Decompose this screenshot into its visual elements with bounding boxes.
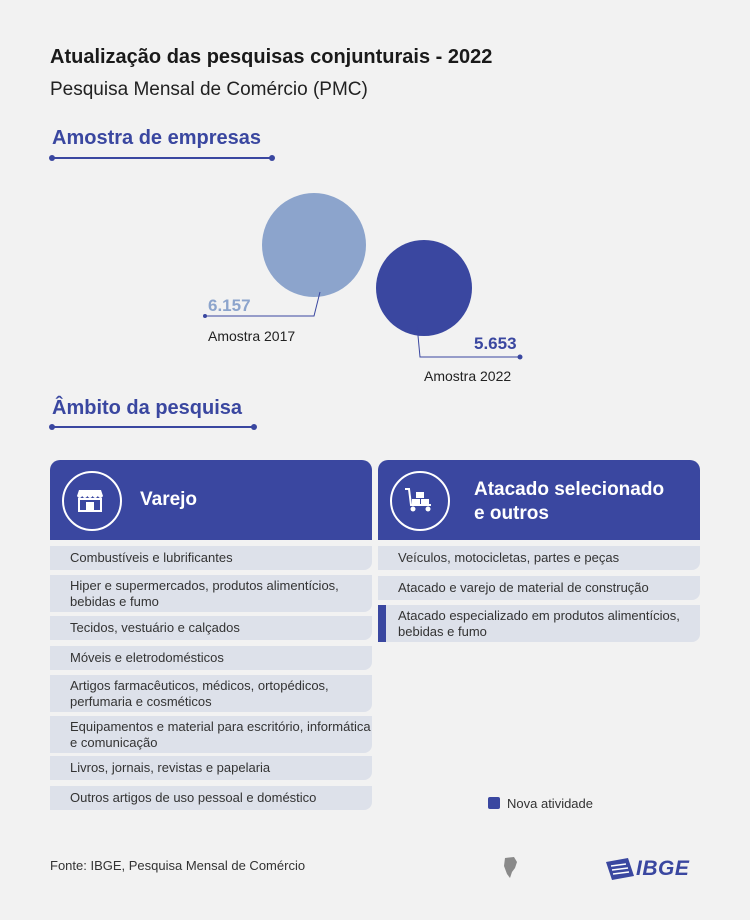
source-note: Fonte: IBGE, Pesquisa Mensal de Comércio [50,858,306,873]
varejo-row: Móveis e eletrodomésticos [50,646,372,670]
sample-2017-value: 6.157 [208,296,251,315]
varejo-row: Equipamentos e material para escritório, informática e comunicação [50,716,372,753]
atacado-card-title-line2: e outros [474,503,549,524]
atacado-card-title-line1: Atacado selecionado [474,479,665,500]
ibge-mark-icon [606,858,634,880]
legend-swatch [488,797,500,809]
atacado-card-header [378,460,700,540]
varejo-row: Hiper e supermercados, produtos alimentícios, bebidas e fumo [50,575,372,612]
scope-section-title: Âmbito da pesquisa [52,397,243,419]
ibge-logo [606,856,702,882]
sample-section-title: Amostra de empresas [52,127,261,149]
page-subtitle: Pesquisa Mensal de Comércio (PMC) [50,79,368,100]
varejo-row: Livros, jornais, revistas e papelaria [50,756,372,780]
legend-label: Nova atividade [507,796,593,811]
page-title: Atualização das pesquisas conjunturais - 2022 [50,46,493,68]
sample-2022-value: 5.653 [474,334,517,353]
varejo-row: Artigos farmacêuticos, médicos, ortopédicos, perfumaria e cosméticos [50,675,372,712]
storefront-icon [62,471,122,531]
sample-2022-label: Amostra 2022 [424,368,512,384]
varejo-card-title: Varejo [140,489,198,510]
sample-2017-label: Amostra 2017 [208,328,296,344]
varejo-row: Tecidos, vestuário e calçados [50,616,372,640]
brazil-map-icon [502,856,518,880]
agencia-ibge-logo [502,855,598,881]
atacado-row-new-activity: Atacado especializado em produtos alimentícios, bebidas e fumo [378,605,700,642]
atacado-row: Veículos, motocicletas, partes e peças [378,546,700,570]
atacado-row: Atacado e varejo de material de construção [378,576,700,600]
varejo-row: Combustíveis e lubrificantes [50,546,372,570]
scope-section-underline [52,426,254,428]
varejo-row: Outros artigos de uso pessoal e doméstico [50,786,372,810]
hand-truck-icon [390,471,450,531]
ibge-logo-text: IBGE [636,857,690,880]
varejo-card-header [50,460,372,540]
